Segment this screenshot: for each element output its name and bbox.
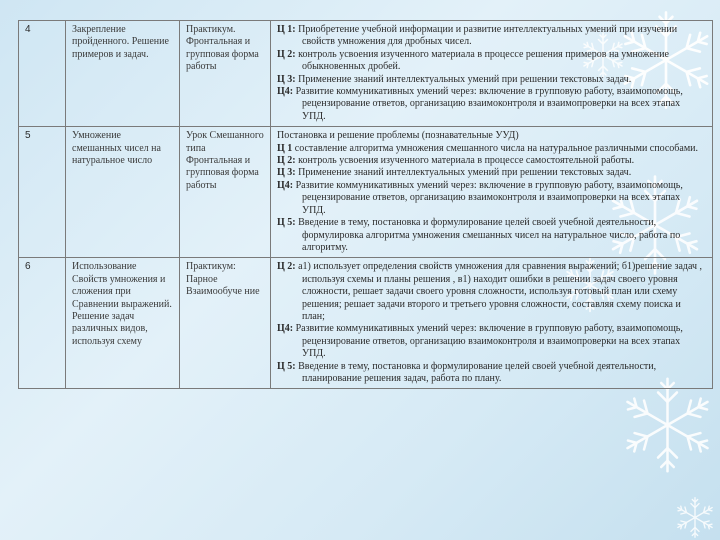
goal-text: Введение в тему, постановка и формулирование целей своей учебной деятельности, формулировка алгоритма умножения смешанных чисел на натуральное число, работа по алгоритму. (298, 217, 681, 253)
goal-item (277, 24, 706, 49)
goal-item (277, 49, 706, 74)
goal-code: Ц4: (277, 323, 294, 335)
lesson-form: Урок Смешанного типа Фронтальная и групповая форма работы (180, 127, 271, 258)
lesson-goals (271, 21, 713, 127)
lesson-goals (271, 258, 713, 389)
table-row (19, 258, 713, 389)
lesson-form: Практикум: Парное Взаимообуче ние (180, 258, 271, 389)
lesson-plan-table (18, 20, 713, 389)
goal-code: Ц4: (277, 86, 294, 98)
goal-text: Применение знаний интеллектуальных умений при решении текстовых задач. (298, 167, 632, 179)
table-row (19, 127, 713, 258)
goal-text: Развитие коммуникативных умений через: включение в групповую работу, взаимопомощь, рецензирование ответов, организацию взаимоконтроля и взаимопроверки на всех этапах УПД. (295, 323, 683, 360)
goal-item (277, 361, 706, 386)
goal-text: Применение знаний интеллектуальных умений при решении текстовых задач. (298, 73, 632, 85)
goal-item (277, 261, 706, 323)
goal-text: Развитие коммуникативных умений через: включение в групповую работу, взаимопомощь, рецензирование ответов, организацию взаимоконтроля и взаимопроверки на всех этапах УПД. (295, 86, 683, 122)
goal-code: Ц4: (277, 179, 294, 191)
goal-code: Ц 3: (277, 167, 296, 179)
goal-item (277, 86, 706, 123)
lesson-form: Практикум. Фронтальная и групповая форма работы (180, 21, 271, 127)
goal-item (277, 180, 706, 217)
goal-code: Ц 2: (277, 155, 296, 167)
goal-text: Приобретение учебной информации и развитие интеллектуальных умений при изучении свойств умножения для дробных чисел. (298, 24, 678, 48)
goal-text: Развитие коммуникативных умений через: включение в групповую работу, взаимопомощь, рецензирование ответов, организацию взаимоконтроля и взаимопроверки на всех этапах УПД. (295, 179, 683, 216)
lesson-number: 4 (19, 21, 66, 127)
lesson-number: 6 (19, 258, 66, 389)
table-row (19, 21, 713, 127)
goal-text: контроль усвоения изученного материала в процессе решения примеров на умножение обыкновенных дробей. (298, 48, 669, 73)
lesson-goals (271, 127, 713, 258)
goal-item (277, 155, 706, 167)
goal-code: Ц 3: (277, 73, 296, 85)
goal-code: Ц 5: (277, 360, 296, 372)
goal-code: Ц 1: (277, 24, 296, 35)
goal-code: Ц 2: (277, 261, 296, 273)
lesson-topic: Умножение смешанных чисел на натуральное число (66, 127, 180, 258)
goal-item (277, 323, 706, 360)
lesson-topic: Закрепление пройденного. Решение примеров и задач. (66, 21, 180, 127)
lesson-topic: Использование Свойств умножения и сложения при Сравнении выражений. Решение задач различных видов, используя схему (66, 258, 180, 389)
goal-text: контроль усвоения изученного материала в процессе самостоятельной работы. (298, 155, 635, 167)
goal-code: Ц 1 (277, 142, 293, 154)
goal-text: составление алгоритма умножения смешанного числа на натуральное различными способами. (294, 142, 698, 154)
goal-text: а1) использует определения свойств умножения для сравнения выражений; б1)решение задач , используя схемы и планы решения , в1) находит ошибки в решении задач своего уровня сложности, решает задачи своего уровня сложности, используя готовый план или схему решения; решает задачи второго и третьего уровня сложности, составляя схему поиска и план; (298, 261, 703, 322)
goal-text: Введение в тему, постановка и формулирование целей своей учебной деятельности, планирование решения задач, работа по плану. (298, 360, 657, 384)
snowflake-icon (670, 495, 720, 540)
goal-item (277, 217, 706, 254)
goals-heading: Постановка и решение проблемы (познавательные УУД) (277, 130, 519, 142)
lesson-number: 5 (19, 127, 66, 258)
goal-code: Ц 2: (277, 48, 296, 60)
goal-item (277, 74, 706, 86)
goal-code: Ц 5: (277, 217, 296, 229)
goal-item (277, 143, 706, 155)
goal-item (277, 167, 706, 179)
